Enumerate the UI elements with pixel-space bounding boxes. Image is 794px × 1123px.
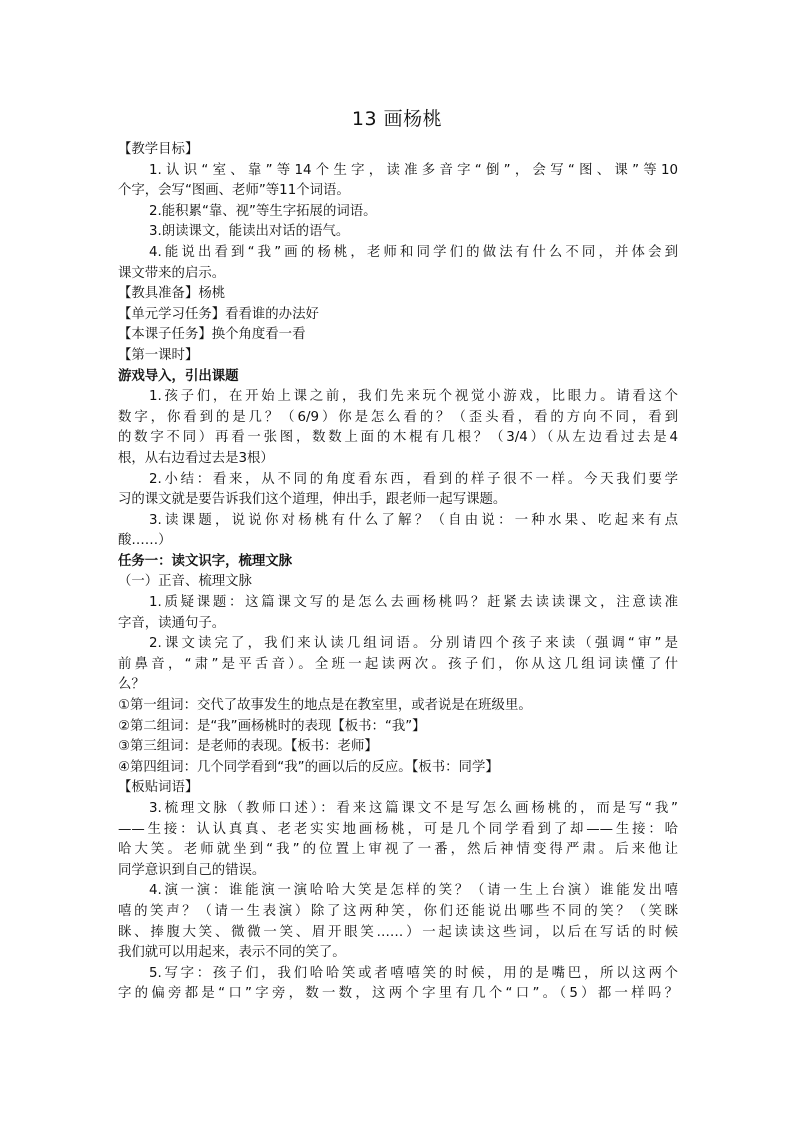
page-title: 13 画杨桃 [351,108,443,130]
text-line: 酸……） [118,533,172,549]
text-line: 课文带来的启示。 [118,265,226,281]
section-heading-line: 游戏导入，引出课题 [118,368,239,384]
text-line: 3.读课题，说说你对杨桃有什么了解？（自由说：一种水果、吃起来有点 [149,512,678,528]
text-line: 字的偏旁都是“口”字旁，数一数，这两个字里有几个“口”。（5）都一样吗？ [118,986,678,1002]
text-line: 么？ [118,677,145,693]
text-line: 字音，读通句子。 [118,615,226,631]
text-line: 的数字不同）再看一张图，数数上面的木棍有几根？（3/4）（从左边看过去是4 [118,430,678,446]
text-line: ④第四组词：几个同学看到“我”的画以后的反应。【板书：同学】 [118,759,499,775]
text-line: 3.朗读课文，能读出对话的语气。 [149,224,350,240]
text-line: 5.写字：孩子们，我们哈哈笑或者嘻嘻笑的时候，用的是嘴巴，所以这两个 [149,965,678,981]
document-body [118,140,678,1005]
text-line: 2.课文读完了，我们来认读几组词语。分别请四个孩子来读（强调“审”是 [149,636,678,652]
text-line: ——生接：认认真真、老老实实地画杨桃，可是几个同学看到了却——生接：哈 [118,821,678,837]
text-line: 1.孩子们，在开始上课之前，我们先来玩个视觉小游戏，比眼力。请看这个 [149,389,678,405]
text-line: 前鼻音，“肃”是平舌音）。全班一起读两次。孩子们，你从这几组词读懂了什 [118,656,678,672]
text-line: 眯、捧腹大笑、微微一笑、眉开眼笑……）一起读读这些词，以后在写话的时候 [118,924,678,940]
text-line: 【教学目标】 [118,142,199,157]
text-line: 【教具准备】杨桃 [118,286,226,302]
text-line: 我们就可以用起来，表示不同的笑了。 [118,945,346,961]
text-line: 【单元学习任务】看看谁的办法好 [118,306,319,322]
text-line: 哈大笑。老师就坐到“我”的位置上审视了一番，然后神情变得严肃。后来他让 [118,842,678,858]
text-line: 2.小结：看来，从不同的角度看东西，看到的样子很不一样。今天我们要学 [149,471,678,487]
text-line: 1.认识“室、靠”等14个生字，读准多音字“倒”，会写“图、课”等10 [149,162,678,178]
text-line: （一）正音、梳理文脉 [118,574,252,590]
text-line: 1.质疑课题：这篇课文写的是怎么去画杨桃吗？赶紧去读读课文，注意读准 [149,595,678,611]
text-line: 嘻的笑声？（请一生表演）除了这两种笑，你们还能说出哪些不同的笑？（笑眯 [118,903,678,919]
text-line: 【板贴词语】 [118,780,199,796]
text-line: 4.演一演：谁能演一演哈哈大笑是怎样的笑？（请一生上台演）谁能发出嘻 [149,883,678,899]
text-line: 习的课文就是要告诉我们这个道理，伸出手，跟老师一起写课题。 [118,492,507,508]
text-line: ③第三组词：是老师的表现。【板书：老师】 [118,739,378,755]
text-line: ②第二组词：是“我”画杨桃时的表现【板书：“我”】 [118,718,426,734]
text-line: 数字，你看到的是几？（6/9）你是怎么看的？（歪头看，看的方向不同，看到 [118,409,678,425]
text-line: 3.梳理文脉（教师口述）：看来这篇课文不是写怎么画杨桃的，而是写“我” [149,801,678,816]
text-line: 个字，会写“图画、老师”等11个词语。 [118,183,350,199]
text-line: 根，从右边看过去是3根） [118,450,274,466]
text-line: 【第一课时】 [118,347,199,363]
section-heading-line: 任务一：读文识字，梳理文脉 [118,553,293,569]
text-line: ①第一组词：交代了故事发生的地点是在教室里，或者说是在班级里。 [118,698,532,714]
text-line: 4.能说出看到“我”画的杨桃，老师和同学们的做法有什么不同，并体会到 [149,244,678,260]
text-line: 【本课子任务】换个角度看一看 [118,327,306,343]
text-line: 2.能积累“靠、视”等生字拓展的词语。 [149,203,377,219]
text-line: 同学意识到自己的错误。 [118,862,266,878]
